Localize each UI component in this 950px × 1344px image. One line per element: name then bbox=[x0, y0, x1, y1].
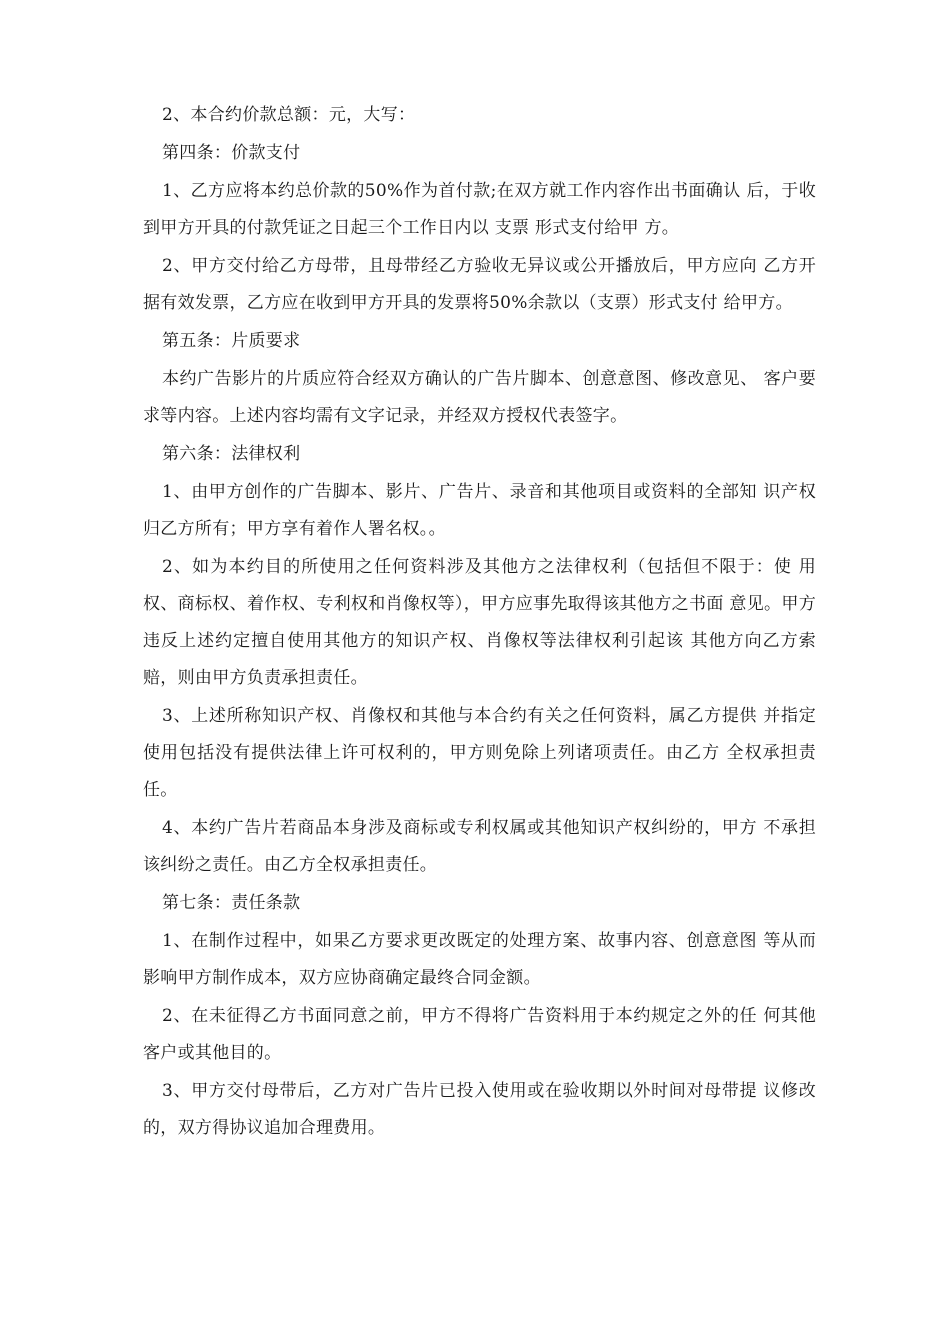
section-heading-article-5: 第五条：片质要求 bbox=[162, 331, 301, 351]
section-heading-article-6: 第六条：法律权利 bbox=[162, 444, 301, 464]
section-heading-article-7: 第七条：责任条款 bbox=[162, 893, 301, 913]
paragraph-liability-3: 3、甲方交付母带后，乙方对广告片已投入使用或在验收期以外时间对母带提 议修改的，双方得协议追加合理费用。 bbox=[143, 1081, 816, 1138]
paragraph-quality: 本约广告影片的片质应符合经双方确认的广告片脚本、创意意图、修改意见、 客户要求等内容。上述内容均需有文字记录，并经双方授权代表签字。 bbox=[143, 369, 816, 426]
paragraph-rights-1: 1、由甲方创作的广告脚本、影片、广告片、录音和其他项目或资料的全部知 识产权归乙方所有；甲方享有着作人署名权。。 bbox=[143, 482, 816, 539]
section-heading-article-4: 第四条：价款支付 bbox=[162, 143, 301, 163]
paragraph-payment-2: 2、甲方交付给乙方母带，且母带经乙方验收无异议或公开播放后，甲方应向 乙方开据有效发票，乙方应在收到甲方开具的发票将50%余款以（支票）形式支付 给甲方。 bbox=[143, 256, 816, 313]
paragraph-rights-2: 2、如为本约目的所使用之任何资料涉及其他方之法律权利（包括但不限于：使 用权、商标权、着作权、专利权和肖像权等），甲方应事先取得该其他方之书面 意见。甲方违反上述约定擅自使用其他方的知识产权、肖像权等法律权利引起该 其他方向乙方索赔，则由甲方负责承担责任。 bbox=[143, 557, 816, 688]
paragraph-liability-2: 2、在未征得乙方书面同意之前，甲方不得将广告资料用于本约规定之外的任 何其他客户或其他目的。 bbox=[143, 1006, 816, 1063]
paragraph-payment-1: 1、乙方应将本约总价款的50%作为首付款;在双方就工作内容作出书面确认 后，于收到甲方开具的付款凭证之日起三个工作日内以 支票 形式支付给甲 方。 bbox=[143, 181, 816, 238]
paragraph-rights-4: 4、本约广告片若商品本身涉及商标或专利权属或其他知识产权纠纷的，甲方 不承担该纠纷之责任。由乙方全权承担责任。 bbox=[143, 818, 816, 875]
paragraph-total-price: 2、本合约价款总额：元，大写： bbox=[162, 105, 416, 125]
paragraph-liability-1: 1、在制作过程中，如果乙方要求更改既定的处理方案、故事内容、创意意图 等从而影响甲方制作成本，双方应协商确定最终合同金额。 bbox=[143, 931, 816, 988]
paragraph-rights-3: 3、上述所称知识产权、肖像权和其他与本合约有关之任何资料，属乙方提供 并指定使用包括没有提供法律上许可权利的，甲方则免除上列诸项责任。由乙方 全权承担责任。 bbox=[143, 706, 816, 800]
